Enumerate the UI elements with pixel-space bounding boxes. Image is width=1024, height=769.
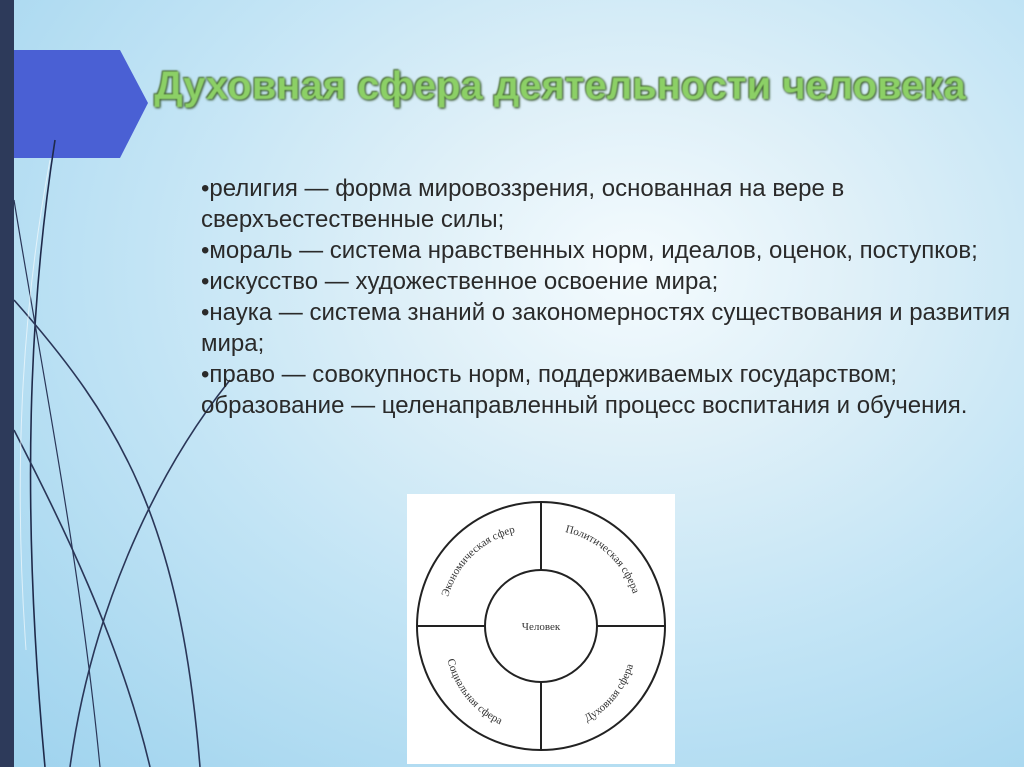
sector-label-economic: Экономическая сфер <box>439 523 517 598</box>
list-item: •право — совокупность норм, поддерживаемых государством; <box>201 361 898 388</box>
center-label: Человек <box>521 621 561 633</box>
list-item: •мораль — система нравственных норм, идеалов, оценок, поступков; <box>201 237 978 264</box>
sector-label-social: Социальная сфера <box>444 657 505 728</box>
list-item: образование — целенаправленный процесс воспитания и обучения. <box>201 392 968 419</box>
list-item: •религия — форма мировоззрения, основанная на вере в сверхъестественные силы; <box>201 175 845 233</box>
list-item: •искусство — художественное освоение мира; <box>201 268 719 295</box>
spheres-diagram <box>407 494 675 764</box>
sector-label-spiritual: Духовная сфера <box>582 662 637 725</box>
list-item: •наука — система знаний о закономерностях существования и развития мира; <box>201 299 1011 357</box>
arrow-shape-icon <box>14 50 148 158</box>
slide-title: Духовная сфера деятельности человека <box>154 64 966 108</box>
definitions-list <box>201 173 1016 421</box>
sector-label-political: Политическая сфера <box>564 523 642 596</box>
